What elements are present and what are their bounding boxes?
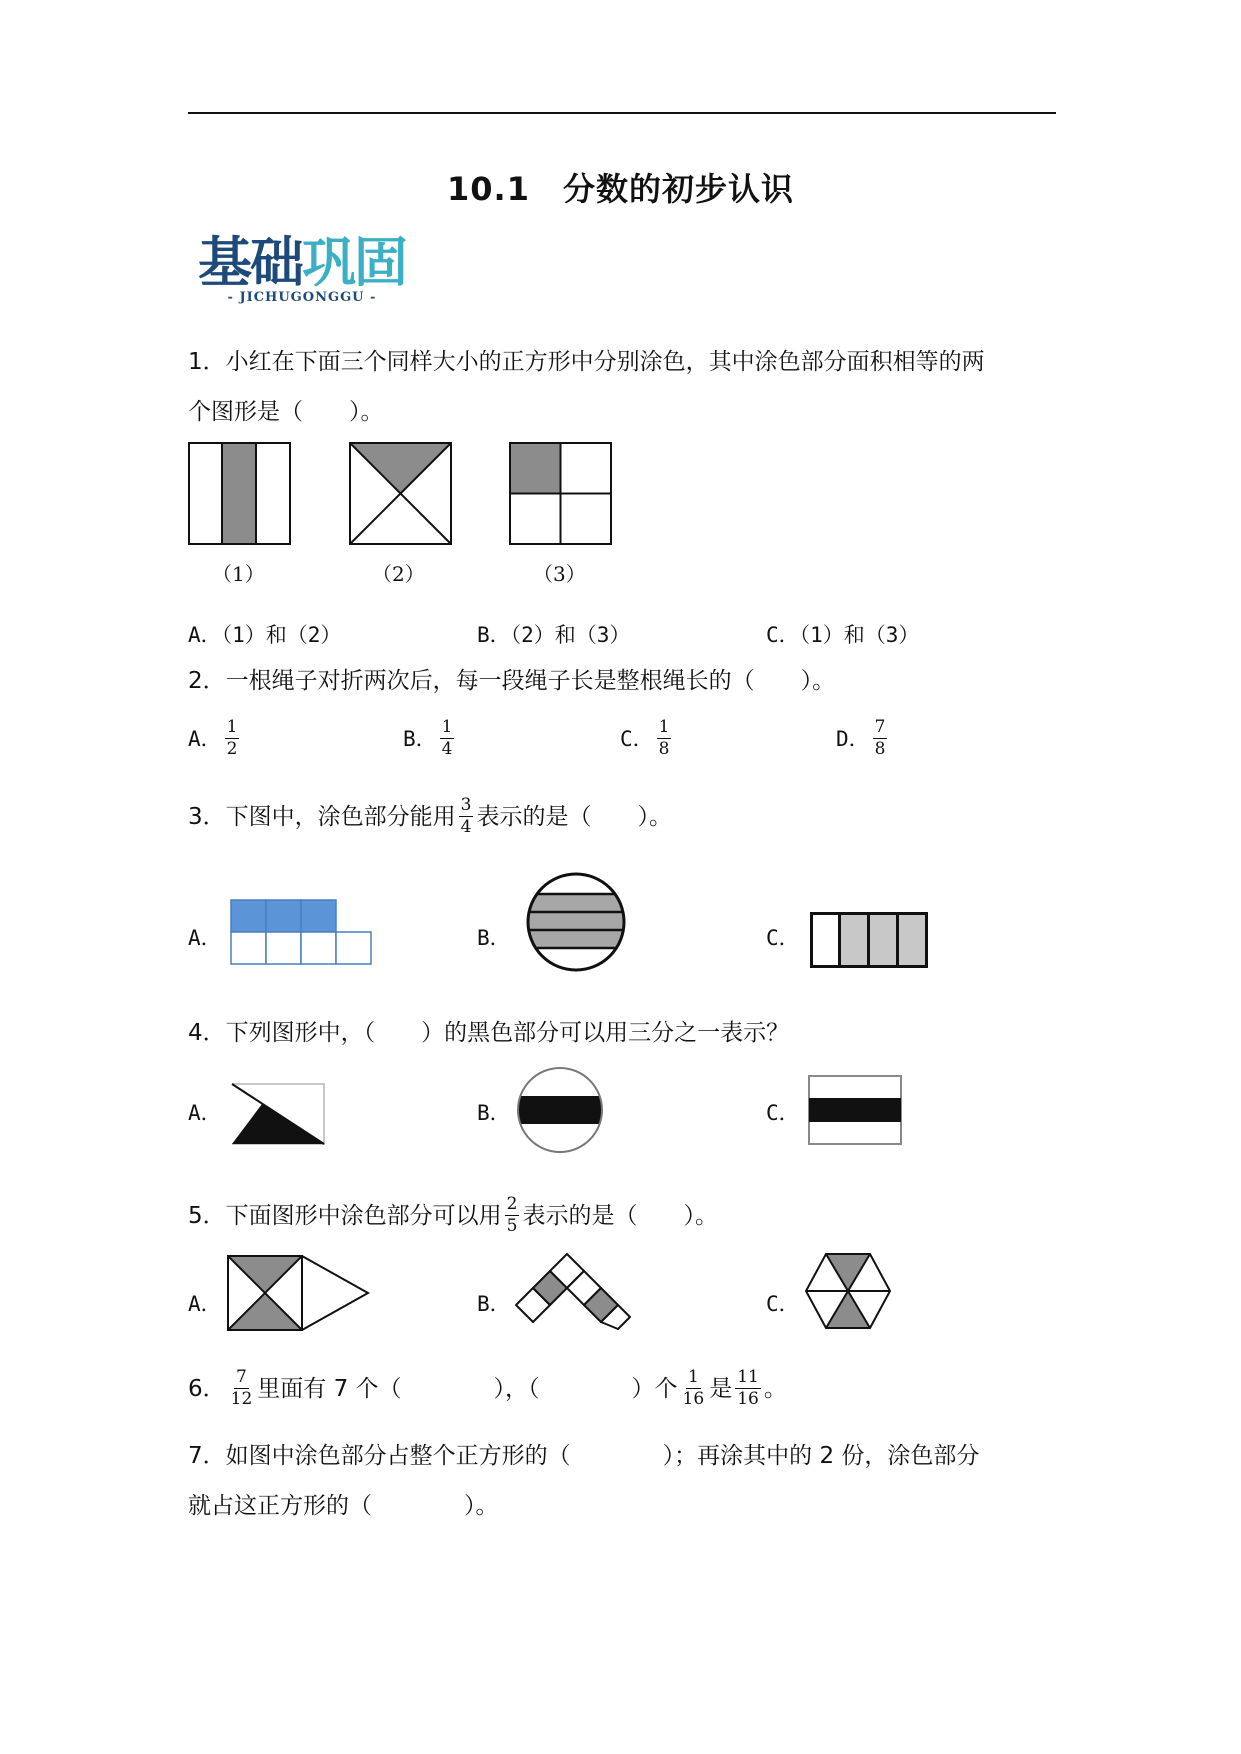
q4-option-a-label[interactable]: A． <box>188 1101 222 1125</box>
q5-figure-a[interactable] <box>226 1254 370 1332</box>
fraction-numerator: 1 <box>441 717 453 737</box>
q3-figure-c[interactable] <box>810 912 928 968</box>
q1-option-c[interactable]: C．（1）和（3） <box>766 623 920 647</box>
fraction-denominator: 16 <box>737 1389 759 1409</box>
q3-text <box>188 796 672 837</box>
q5-figure-c[interactable] <box>804 1252 892 1330</box>
q2-option-a[interactable] <box>188 718 242 759</box>
q4-figure-c[interactable] <box>808 1075 902 1145</box>
q7-text-line1: 7．如图中涂色部分占整个正方形的（ ）；再涂其中的 2 份，涂色部分 <box>188 1443 980 1469</box>
q6-fraction-3 <box>735 1368 761 1409</box>
q3-text-after: 表示的是（ ）。 <box>476 803 672 830</box>
q2-option-b-letter: B． <box>403 726 437 751</box>
q1-option-a[interactable]: A．（1）和（2） <box>188 623 342 647</box>
q1-figure-label-2: （2） <box>372 562 425 586</box>
q2-option-b-fraction <box>440 718 455 759</box>
q1-figure-label-1: （1） <box>212 562 265 586</box>
q3-figure-a[interactable] <box>230 899 372 965</box>
q2-option-a-fraction <box>225 718 240 759</box>
q2-option-c[interactable] <box>620 718 674 759</box>
section-logo <box>198 231 406 305</box>
q4-option-b-label[interactable]: B． <box>477 1101 511 1125</box>
fraction-denominator: 4 <box>460 817 472 837</box>
q3-option-b-label[interactable]: B． <box>477 926 511 950</box>
q1-text-line1: 1．小红在下面三个同样大小的正方形中分别涂色，其中涂色部分面积相等的两 <box>188 349 985 375</box>
q2-option-c-letter: C． <box>620 726 654 751</box>
logo-text-consolidate: 巩固 <box>302 231 406 294</box>
q6-text <box>188 1368 787 1409</box>
q3-option-c-label[interactable]: C． <box>766 926 800 950</box>
fraction-denominator: 2 <box>226 739 238 759</box>
q2-option-c-fraction <box>657 718 672 759</box>
q6-fraction-1 <box>229 1368 255 1409</box>
fraction-denominator: 5 <box>506 1216 518 1236</box>
q5-fraction <box>505 1195 520 1236</box>
fraction-numerator: 2 <box>506 1194 518 1214</box>
q6-suffix: 。 <box>763 1375 787 1402</box>
fraction-numerator: 1 <box>687 1367 699 1387</box>
q5-option-a-label[interactable]: A． <box>188 1292 222 1316</box>
fraction-numerator: 1 <box>658 717 670 737</box>
fraction-numerator: 7 <box>236 1367 247 1387</box>
q6-prefix: 6． <box>188 1375 226 1402</box>
q6-fraction-2 <box>681 1368 707 1409</box>
fraction-denominator: 16 <box>682 1389 705 1409</box>
q1-text-line2: 个图形是（ ）。 <box>188 399 384 425</box>
fraction-denominator: 12 <box>230 1389 253 1409</box>
fraction-denominator: 8 <box>658 739 670 759</box>
q5-option-b-label[interactable]: B． <box>477 1292 511 1316</box>
q2-option-d-letter: D． <box>836 726 870 751</box>
q3-text-before: 3．下图中，涂色部分能用 <box>188 803 456 830</box>
q4-figure-a[interactable] <box>230 1082 326 1146</box>
q5-figure-b[interactable] <box>514 1252 632 1330</box>
fraction-numerator: 1 <box>226 717 238 737</box>
q4-text: 4．下列图形中，（ ）的黑色部分可以用三分之一表示？ <box>188 1020 790 1046</box>
fraction-numerator: 7 <box>874 717 886 737</box>
page-title: 10.1 分数的初步认识 <box>447 170 794 208</box>
fraction-numerator: 11 <box>737 1367 759 1387</box>
logo-text-basic: 基础 <box>198 231 302 294</box>
q5-text-before: 5．下面图形中涂色部分可以用 <box>188 1202 502 1229</box>
logo-title <box>198 231 406 294</box>
q2-option-a-letter: A． <box>188 726 222 751</box>
q6-text-is: 是 <box>709 1375 733 1402</box>
q4-option-c-label[interactable]: C． <box>766 1101 800 1125</box>
q2-option-d[interactable] <box>836 718 890 759</box>
q1-figure-1 <box>188 442 291 545</box>
q5-text-after: 表示的是（ ）。 <box>522 1202 718 1229</box>
fraction-denominator: 8 <box>874 739 886 759</box>
q2-text: 2．一根绳子对折两次后，每一段绳子长是整根绳长的（ ）。 <box>188 668 836 694</box>
q1-figure-label-3: （3） <box>533 562 586 586</box>
q3-fraction <box>459 796 474 837</box>
q1-figure-3 <box>509 442 612 545</box>
q2-option-b[interactable] <box>403 718 457 759</box>
q1-figure-2 <box>349 442 452 545</box>
q3-figure-b[interactable] <box>526 872 626 972</box>
top-rule <box>188 112 1056 114</box>
q1-option-b[interactable]: B．（2）和（3） <box>477 623 631 647</box>
q6-text-mid: 里面有 7 个（ ），（ ）个 <box>257 1375 678 1402</box>
q2-option-d-fraction <box>873 718 888 759</box>
logo-subtitle: - JICHUGONGGU - <box>227 290 377 305</box>
q4-figure-b[interactable] <box>516 1066 604 1154</box>
fraction-numerator: 3 <box>460 795 472 815</box>
q5-option-c-label[interactable]: C． <box>766 1292 800 1316</box>
q5-text <box>188 1195 718 1236</box>
q7-text-line2: 就占这正方形的（ ）。 <box>188 1493 499 1519</box>
q3-option-a-label[interactable]: A． <box>188 926 222 950</box>
fraction-denominator: 4 <box>441 739 453 759</box>
